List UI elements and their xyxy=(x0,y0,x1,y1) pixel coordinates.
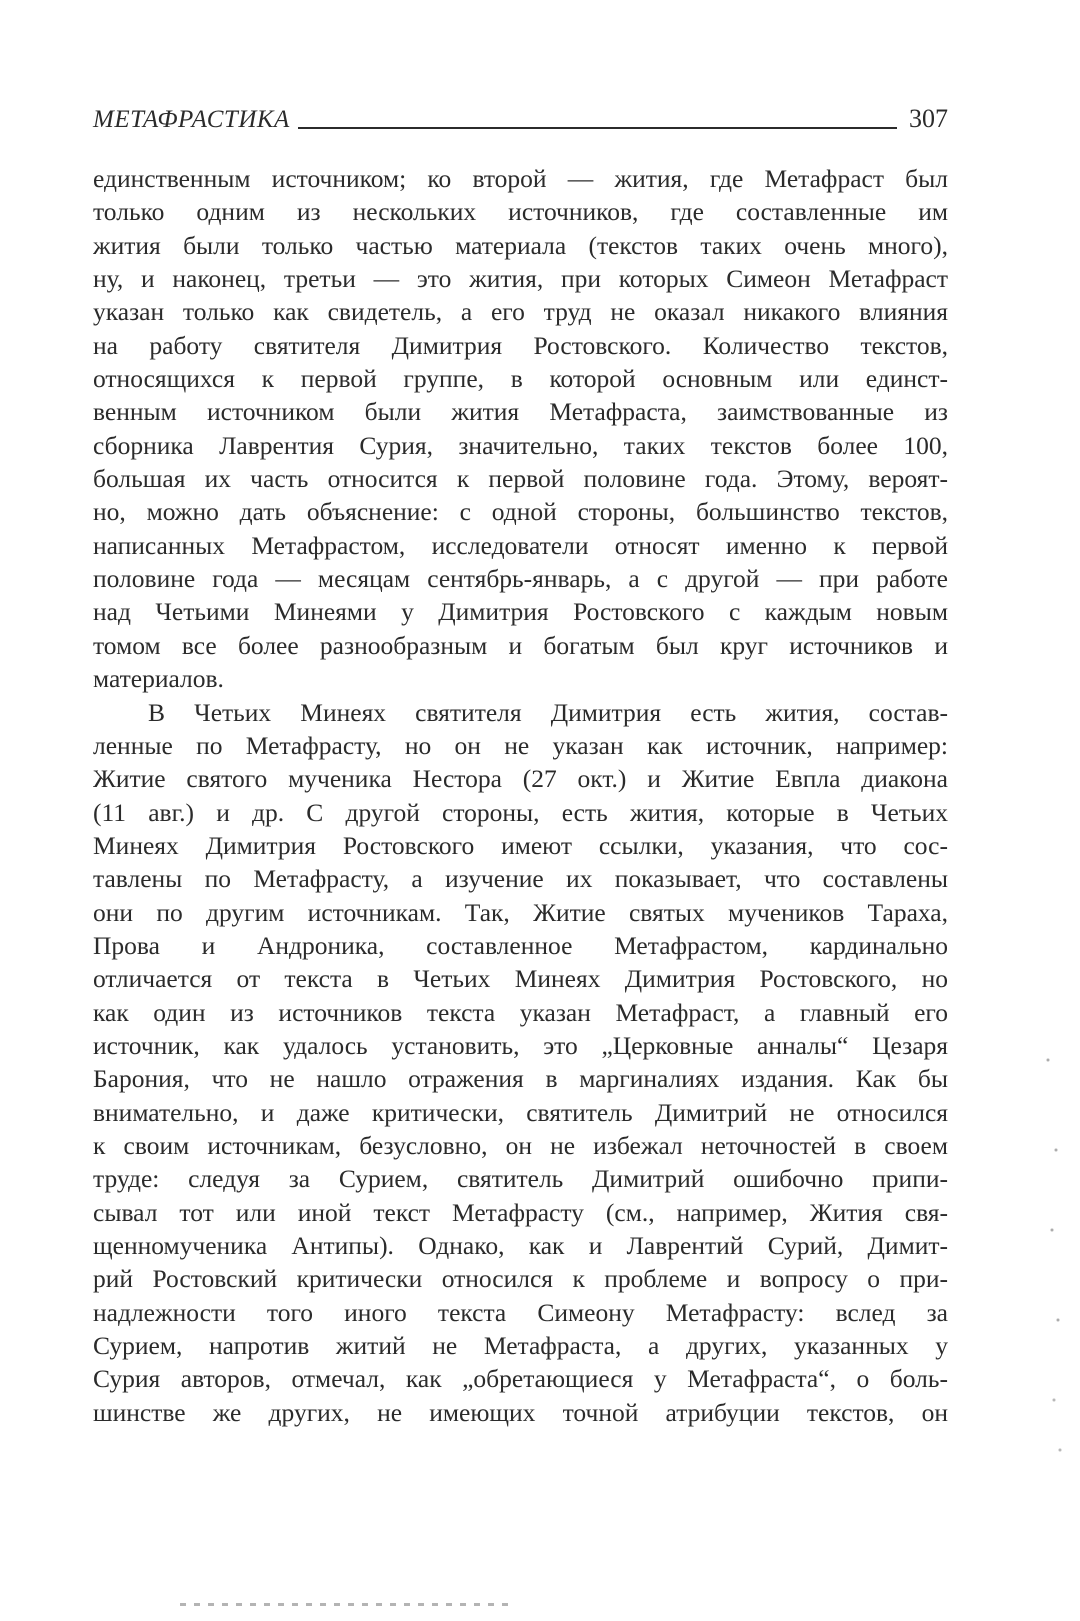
scan-bottom-mark xyxy=(180,1603,510,1606)
text-line: Сурием, напротив житий не Метафраста, а других, указанных у xyxy=(93,1331,948,1361)
text-line: сборника Лаврентия Сурия, значительно, таких текстов более 100, xyxy=(93,430,948,460)
text-line: только одним из нескольких источников, где составленные им xyxy=(93,197,948,227)
text-line: но, можно дать объяснение: с одной стороны, большинство текстов, xyxy=(93,497,948,527)
text-line: внимательно, и даже критически, святитель Димитрий не относился xyxy=(93,1097,948,1127)
text-line: написанных Метафрастом, исследователи относят именно к первой xyxy=(93,530,948,560)
text-line: ну, и наконец, третьи — это жития, при которых Симеон Метафраст xyxy=(93,264,948,294)
paragraph-start-line: В Четьих Минеях святителя Димитрия есть жития, состав- xyxy=(148,697,948,727)
text-line: к своим источникам, безусловно, он не избежал неточностей в своем xyxy=(93,1130,948,1160)
running-head xyxy=(93,98,948,132)
text-line: половине года — месяцам сентябрь-январь, а с другой — при работе xyxy=(93,564,948,594)
text-line: Минеях Димитрия Ростовского имеют ссылки, указания, что сос- xyxy=(93,830,948,860)
text-line: Барония, что не нашло отражения в маргиналиях издания. Как бы xyxy=(93,1064,948,1094)
text-line: шинстве же других, не имеющих точной атрибуции текстов, он xyxy=(93,1397,948,1427)
text-line: на работу святителя Димитрия Ростовского. Количество текстов, xyxy=(93,330,948,360)
text-line: как один из источников текста указан Метафраст, а главный его xyxy=(93,997,948,1027)
text-line: относящихся к первой группе, в которой основным или единст- xyxy=(93,364,948,394)
text-line: томом все более разнообразным и богатым был круг источников и xyxy=(93,630,948,660)
text-line: щенномученика Антипы). Однако, как и Лаврентий Сурий, Димит- xyxy=(93,1231,948,1260)
text-line: отличается от текста в Четьих Минеях Димитрия Ростовского, но xyxy=(93,964,948,994)
text-line: указан только как свидетель, а его труд не оказал никакого влияния xyxy=(93,297,948,327)
text-line: (11 авг.) и др. С другой стороны, есть жития, которые в Четьих xyxy=(93,797,948,827)
text-line: большая их часть относится к первой половине года. Этому, вероят- xyxy=(93,464,948,494)
text-line: ленные по Метафрасту, но он не указан как источник, например: xyxy=(93,730,948,760)
page-number: 307 xyxy=(909,104,948,133)
text-line: Сурия авторов, отмечал, как „обретающиеся у Метафраста“, о боль- xyxy=(93,1364,948,1394)
text-line: рий Ростовский критически относился к проблеме и вопросу о при- xyxy=(93,1264,948,1294)
text-line: венным источником были жития Метафраста, заимствованные из xyxy=(93,397,948,427)
text-line: материалов. xyxy=(93,664,224,694)
running-title: МЕТАФРАСТИКА xyxy=(93,106,290,133)
text-line: Житие святого мученика Нестора (27 окт.) и Житие Евпла диакона xyxy=(93,764,948,794)
text-line: тавлены по Метафрасту, а изучение их показывает, что составлены xyxy=(93,864,948,894)
header-rule xyxy=(298,127,897,129)
text-line: Прова и Андроника, составленное Метафрастом, кардинально xyxy=(93,930,948,960)
text-line: источник, как удалось установить, это „Церковные анналы“ Цезаря xyxy=(93,1030,948,1060)
text-line: единственным источником; ко второй — жития, где Метафраст был xyxy=(93,164,948,193)
text-line: надлежности того иного текста Симеону Метафрасту: вслед за xyxy=(93,1297,948,1327)
text-line: жития были только частью материала (текстов таких очень много), xyxy=(93,230,948,260)
scan-edge-specks xyxy=(1038,1040,1068,1470)
text-line: над Четьими Минеями у Димитрия Ростовского с каждым новым xyxy=(93,597,948,627)
text-line: они по другим источникам. Так, Житие святых мучеников Тараха, xyxy=(93,897,948,927)
text-line: сывал тот или иной текст Метафрасту (см., например, Жития свя- xyxy=(93,1197,948,1227)
body-text xyxy=(93,162,948,1429)
text-line: труде: следуя за Сурием, святитель Димитрий ошибочно припи- xyxy=(93,1164,948,1194)
